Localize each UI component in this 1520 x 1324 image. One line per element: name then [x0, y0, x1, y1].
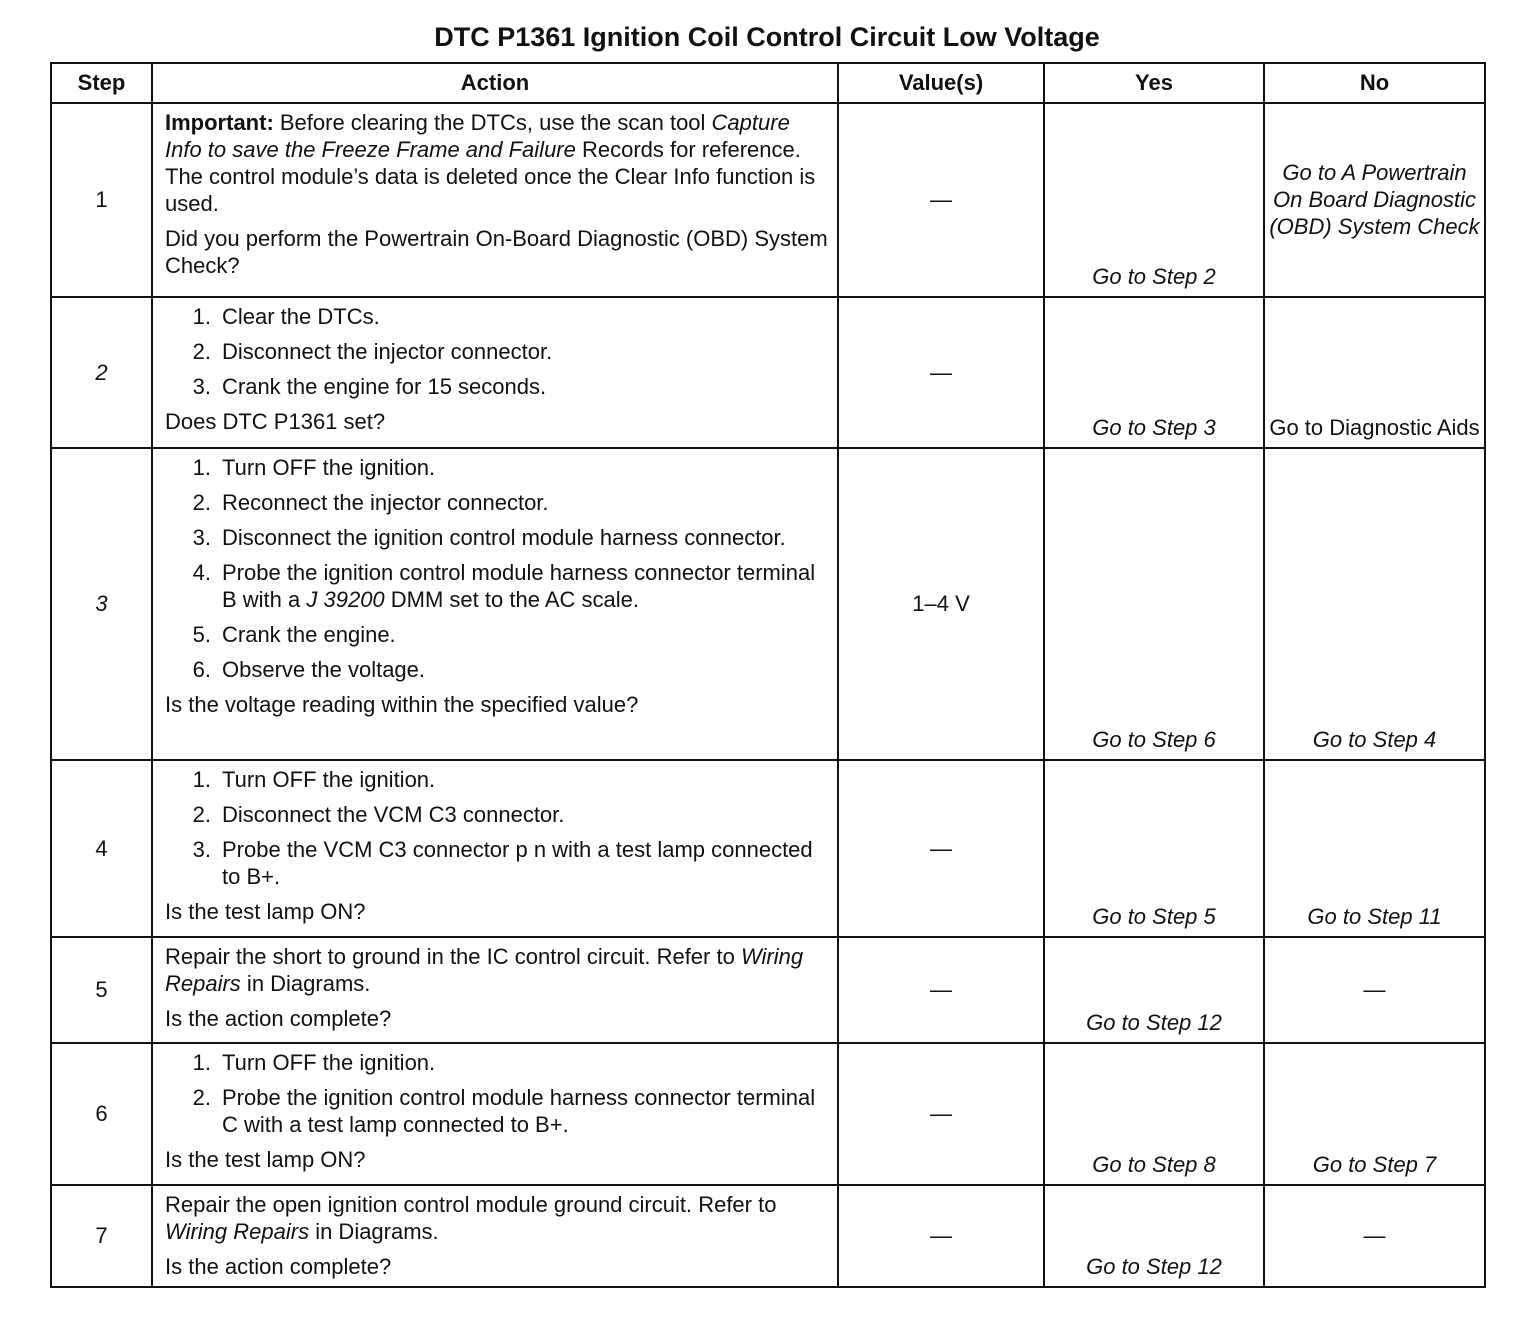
- diagnostic-table: [50, 62, 1486, 1288]
- yes-cell: Go to Step 8: [1044, 1043, 1264, 1185]
- question-text: Is the test lamp ON?: [165, 899, 366, 924]
- value-cell: —: [838, 937, 1044, 1043]
- table-row: [51, 103, 1485, 297]
- action-item: 6. Observe the voltage.: [192, 657, 426, 682]
- no-cell: Go to Diagnostic Aids: [1264, 297, 1485, 448]
- action-item: 2. Disconnect the VCM C3 connector.: [192, 802, 565, 827]
- header-row: [51, 63, 1485, 103]
- action-item: 1. Turn OFF the ignition.: [192, 455, 436, 480]
- action-cell: [152, 1185, 838, 1287]
- yes-cell: Go to Step 2: [1044, 103, 1264, 297]
- step-number: 4: [51, 760, 152, 937]
- no-cell: [1264, 103, 1485, 297]
- action-item: 5. Crank the engine.: [192, 622, 396, 647]
- yes-cell: Go to Step 3: [1044, 297, 1264, 448]
- no-cell: —: [1264, 1185, 1485, 1287]
- table-row: [51, 937, 1485, 1043]
- header-value: Value(s): [838, 63, 1044, 103]
- step-number: 3: [51, 448, 152, 760]
- step-number: 5: [51, 937, 152, 1043]
- question-text: Is the voltage reading within the specified value?: [165, 692, 639, 717]
- action-cell: [152, 448, 838, 760]
- action-item: 1. Clear the DTCs.: [192, 304, 380, 329]
- table-row: [51, 1043, 1485, 1185]
- tool-name: J 39200: [306, 587, 385, 612]
- note-text: Records for reference. The control module’s data is deleted once the Clear Info function is used.: [165, 137, 816, 216]
- action-item: 3. Disconnect the ignition control module harness connector.: [192, 525, 786, 550]
- step-number: 7: [51, 1185, 152, 1287]
- no-cell: Go to Step 11: [1264, 760, 1485, 937]
- action-text: Repair the open ignition control module ground circuit. Refer to Wiring Repairs in Diagrams.: [165, 1192, 777, 1244]
- value-cell: —: [838, 760, 1044, 937]
- value-cell: —: [838, 103, 1044, 297]
- reference-title: Wiring Repairs: [165, 944, 804, 996]
- step-number: 2: [51, 297, 152, 448]
- value-cell: —: [838, 1185, 1044, 1287]
- table-row: [51, 760, 1485, 937]
- action-item: 3. Probe the VCM C3 connector p n with a test lamp connected to B+.: [192, 837, 813, 889]
- header-step: Step: [51, 63, 152, 103]
- header-action: Action: [152, 63, 838, 103]
- question-text: Does DTC P1361 set?: [165, 409, 386, 434]
- value-cell: —: [838, 297, 1044, 448]
- important-note: [165, 109, 829, 217]
- no-cell: Go to Step 4: [1264, 448, 1485, 760]
- action-item: 1. Turn OFF the ignition.: [192, 1050, 436, 1075]
- yes-cell: Go to Step 6: [1044, 448, 1264, 760]
- question-text: Is the action complete?: [165, 1254, 392, 1279]
- table-row: [51, 297, 1485, 448]
- table-row: [51, 448, 1485, 760]
- yes-cell: Go to Step 12: [1044, 1185, 1264, 1287]
- important-label: Important:: [165, 110, 274, 135]
- question-text: Is the test lamp ON?: [165, 1147, 366, 1172]
- action-item: 2. Disconnect the injector connector.: [192, 339, 553, 364]
- no-text: Go to: [1282, 159, 1342, 185]
- action-item: 2. Reconnect the injector connector.: [192, 490, 549, 515]
- action-cell: [152, 297, 838, 448]
- action-item: 2. Probe the ignition control module harness connector terminal C with a test lamp connected to B+.: [192, 1085, 816, 1137]
- table-row: [51, 1185, 1485, 1287]
- note-text: Before clearing the DTCs, use the scan tool: [273, 110, 712, 135]
- step-number: 1: [51, 103, 152, 297]
- header-no: No: [1264, 63, 1485, 103]
- action-cell: [152, 937, 838, 1043]
- question-text: Is the action complete?: [165, 1006, 392, 1031]
- action-text: Repair the short to ground in the IC control circuit. Refer to Wiring Repairs in Diagrams.: [165, 944, 804, 996]
- page-title: DTC P1361 Ignition Coil Control Circuit Low Voltage: [434, 22, 1100, 52]
- action-cell: [152, 103, 838, 297]
- question-text: Did you perform the Powertrain On-Board Diagnostic (OBD) System Check?: [165, 226, 828, 278]
- note-italic-text: Capture Info to save the Freeze Frame and Failure: [165, 110, 790, 162]
- action-cell: [152, 1043, 838, 1185]
- reference-title: Wiring Repairs: [165, 1219, 310, 1244]
- no-link-text: A Powertrain On Board Diagnostic (OBD) System Check: [1269, 159, 1480, 239]
- no-cell: Go to Step 7: [1264, 1043, 1485, 1185]
- value-cell: 1–4 V: [838, 448, 1044, 760]
- yes-cell: Go to Step 5: [1044, 760, 1264, 937]
- yes-cell: Go to Step 12: [1044, 937, 1264, 1043]
- action-item: 3. Crank the engine for 15 seconds.: [192, 374, 547, 399]
- no-cell: —: [1264, 937, 1485, 1043]
- value-cell: —: [838, 1043, 1044, 1185]
- action-item: 4. Probe the ignition control module harness connector terminal B with a J 39200 DMM set to the AC scale.: [192, 560, 816, 612]
- action-item: 1. Turn OFF the ignition.: [192, 767, 436, 792]
- action-cell: [152, 760, 838, 937]
- header-yes: Yes: [1044, 63, 1264, 103]
- step-number: 6: [51, 1043, 152, 1185]
